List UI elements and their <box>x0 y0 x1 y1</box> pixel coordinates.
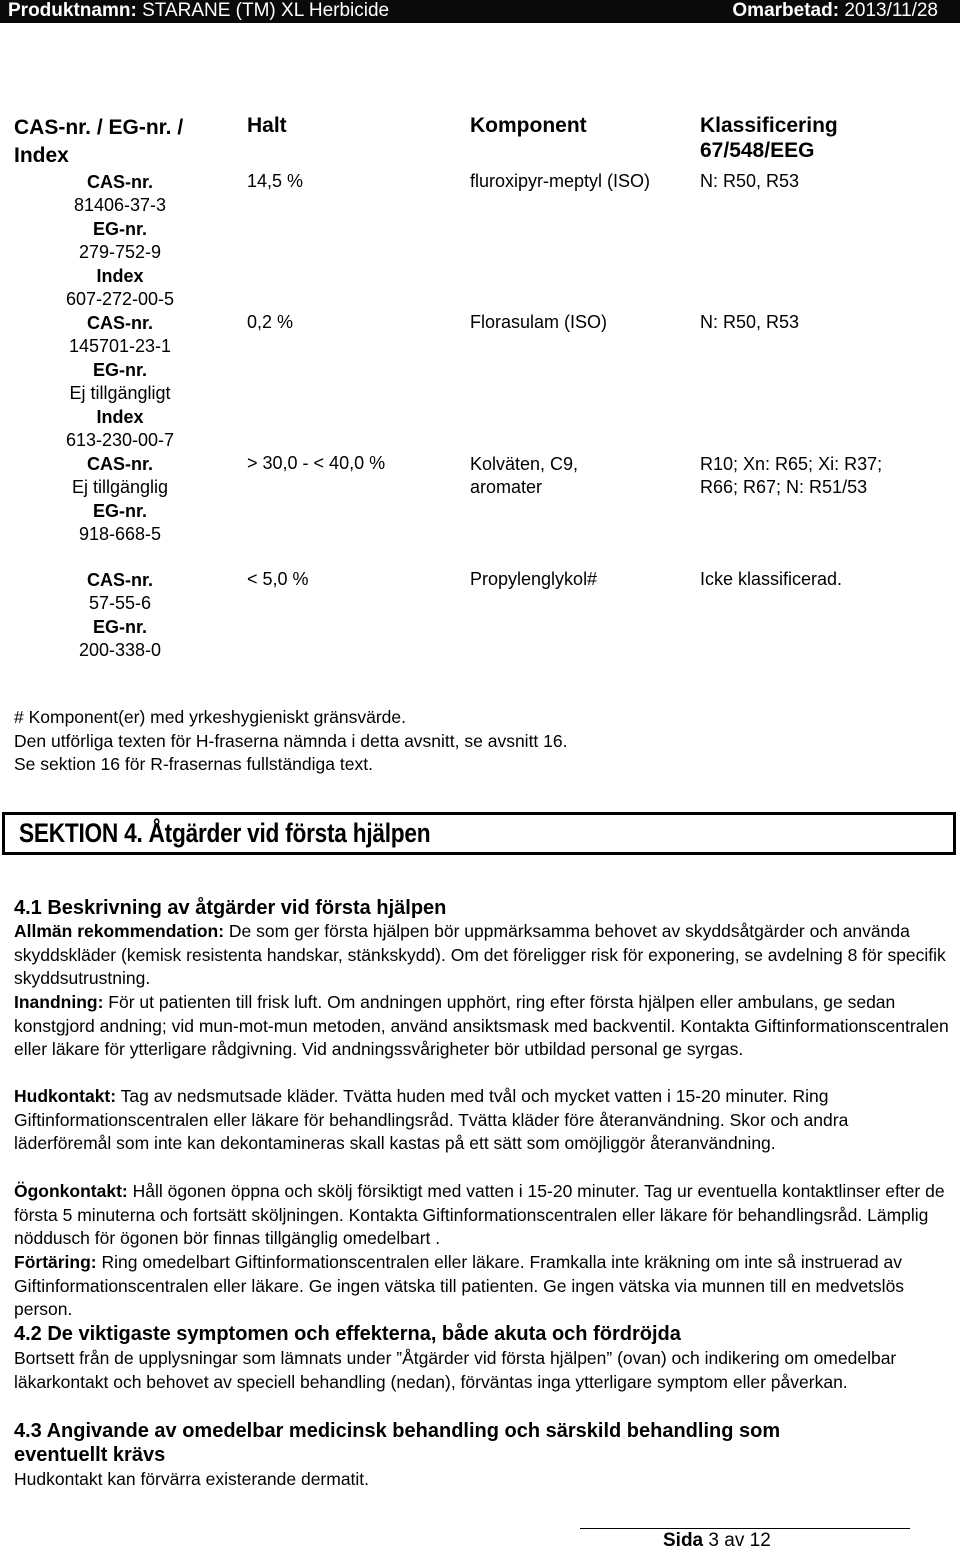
header-classification: Klassificering <box>700 114 838 137</box>
s41-eye-contact: Ögonkontakt: Håll ögonen öppna och skölj försiktigt med vatten i 15-20 minuter. Tag ur eventuella kontaktlinser efter de första 5 minuterna och fortsätt sköljningen. Kontakta Giftinformationscentralen eller läkare för behandlingsråd. Lämplig nöddusch för ögonen bör finnas tillgänglig omedelbart . <box>14 1181 945 1248</box>
row-3-ids: CAS-nr. Ej tillgänglig EG-nr. 918-668-5 <box>71 454 169 545</box>
header-classification-directive: 67/548/EEG <box>700 139 815 162</box>
s43-text: Hudkontakt kan förvärra existerande dermatit. <box>14 1469 370 1489</box>
row-2-amount: 0,2 % <box>247 312 294 332</box>
page-header <box>0 0 960 23</box>
row-4-ids: CAS-nr. 57-55-6 EG-nr. 200-338-0 <box>78 570 162 661</box>
composition-notes <box>14 706 567 777</box>
row-4-component: Propylenglykol# <box>470 569 598 589</box>
row-4-amount: < 5,0 % <box>247 569 309 589</box>
row-1-classification: N: R50, R53 <box>700 171 800 191</box>
row-2-component: Florasulam (ISO) <box>470 312 608 332</box>
page-number: Sida 3 av 12 <box>663 1530 771 1551</box>
row-3-classification: R10; Xn: R65; Xi: R37; R66; R67; N: R51/53 <box>700 454 883 498</box>
s43-heading: 4.3 Angivande av omedelbar medicinsk behandling och särskild behandling som eventuellt krävs <box>14 1420 781 1466</box>
row-1-component: fluroxipyr-meptyl (ISO) <box>470 171 651 191</box>
s41-ingestion: Förtäring: Ring omedelbart Giftinformationscentralen eller läkare. Framkalla inte kräkning om inte så instruerad av Giftinformationscentralen eller läkare. Ge ingen vätska till patienten. Ge ingen vätska via munnen till en medvetslös person. <box>14 1252 905 1319</box>
section-4-header <box>2 812 956 855</box>
row-4-classification: Icke klassificerad. <box>700 569 843 589</box>
header-component: Komponent <box>470 114 587 137</box>
footer-rule <box>580 1528 910 1529</box>
s41-general-advice: Allmän rekommendation: De som ger första hjälpen bör uppmärksamma behovet av skyddsåtgärder och använda skyddskläder (kemisk resistenta handskar, stänkskydd). Om det föreligger risk för exponering, se avdelning 8 för specifik skyddsutrustning. <box>14 921 946 988</box>
row-2-classification: N: R50, R53 <box>700 312 800 332</box>
section-4-title: SEKTION 4. Åtgärder vid första hjälpen <box>19 818 431 848</box>
row-1-amount: 14,5 % <box>247 171 304 191</box>
header-amount: Halt <box>247 114 287 137</box>
note-exposure-limit: # Komponent(er) med yrkeshygieniskt gränsvärde. <box>14 707 406 727</box>
note-h-phrases: Den utförliga texten för H-fraserna nämnda i detta avsnitt, se avsnitt 16. <box>14 730 568 751</box>
s42-text: Bortsett från de upplysningar som lämnats under ”Åtgärder vid första hjälpen” (ovan) och indikering om omedelbar läkarkontakt och behovet av speciell behandling (nedan), förväntas inga ytterligare symptom eller påverkan. <box>14 1348 897 1392</box>
product-name-label: Produktnamn: STARANE (TM) XL Herbicide <box>8 0 390 21</box>
s42-heading: 4.2 De viktigaste symptomen och effekterna, både akuta och fördröjda <box>14 1323 681 1345</box>
row-3-component: Kolväten, C9, aromater <box>470 454 579 498</box>
s41-skin-contact: Hudkontakt: Tag av nedsmutsade kläder. Tvätta huden med tvål och mycket vatten i 15-20 minuter. Ring Giftinformationscentralen eller läkare för behandlingsråd. Tvätta kläder före återanvändning. Skor och andra läderföremål som inte kan dekontamineras skall kastas på ett sätt som omöjliggör återanvändning. <box>14 1086 849 1153</box>
revised-date-label: Omarbetad: 2013/11/28 <box>732 0 938 21</box>
header-id-column: CAS-nr. / EG-nr. / Index <box>14 116 184 167</box>
row-2-ids: CAS-nr. 145701-23-1 EG-nr. Ej tillgängligt Index 613-230-00-7 <box>65 313 175 451</box>
s41-heading: 4.1 Beskrivning av åtgärder vid första hjälpen <box>14 897 447 919</box>
note-r-phrases: Se sektion 16 för R-frasernas fullständiga text. <box>14 754 373 774</box>
s41-inhalation: Inandning: För ut patienten till frisk luft. Om andningen upphört, ring efter första hjälpen eller ambulans, ge sedan konstgjord andning; vid mun-mot-mun metoden, använd ansiktsmask med backventil. Kontakta Giftinformationscentralen eller läkare för ytterligare rådgivning. Vid andningssvårigheter bör utbildad personal ge syrgas. <box>14 992 949 1059</box>
row-1-ids: CAS-nr. 81406-37-3 EG-nr. 279-752-9 Index 607-272-00-5 <box>65 172 175 310</box>
row-3-amount: > 30,0 - < 40,0 % <box>247 453 386 473</box>
